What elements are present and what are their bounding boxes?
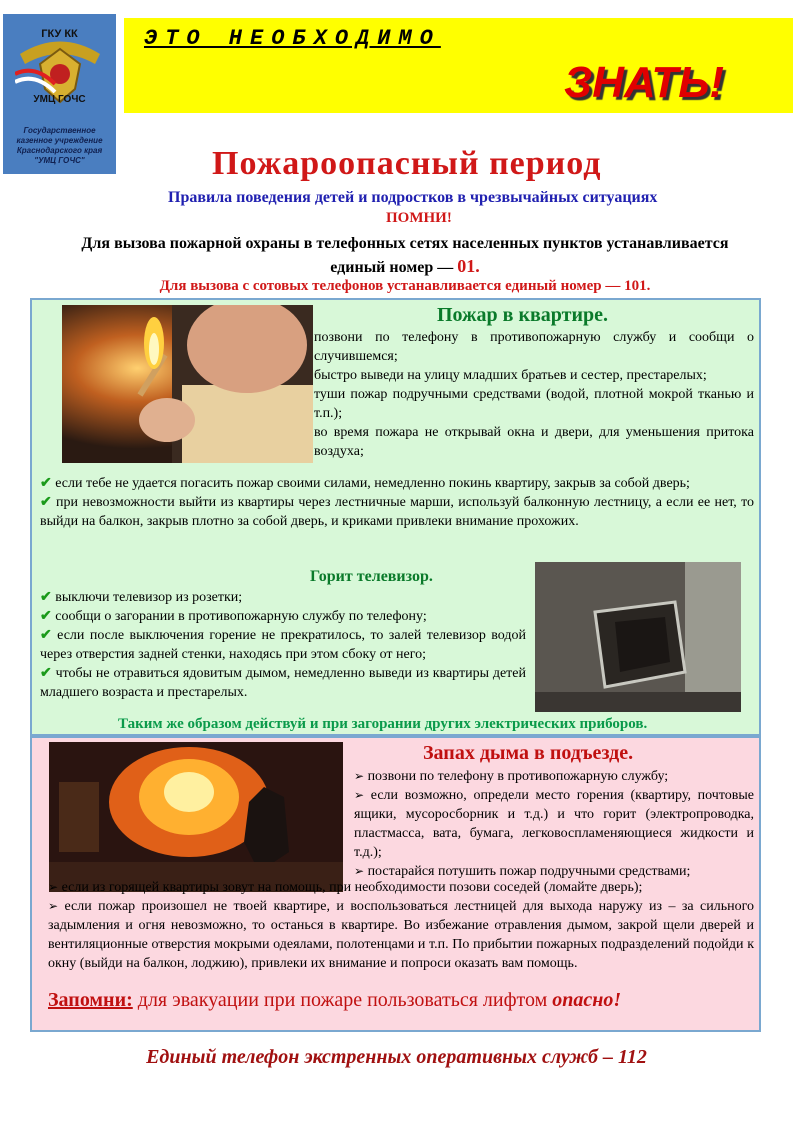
list-item-text: если пожар произошел не твоей квартире, и воспользоваться лестницей для выхода наружу из – за сильного задымления и огня невозможно, то останься в квартире. Во избежание отравления дымом, закрой щели дверей и вентиляционные отверстия мокрыми одеялами, полотенцами и т.п. По прибытии пожарных подразделений подойди к окну (выйди на балкон, лоджию), привлеки их внимание и попроси оказать вам помощь. [48, 899, 755, 971]
checkmark-icon: ✔ [40, 628, 52, 643]
checkmark-icon: ✔ [40, 476, 52, 491]
checkmark-icon: ✔ [40, 495, 52, 510]
subtitle: Правила поведения детей и подростков в чрезвычайных ситуациях [168, 189, 658, 206]
arrow-icon: ➢ [354, 864, 365, 878]
banner-line-1: ЭТО НЕОБХОДИМО [144, 26, 441, 51]
list-item-text: постарайся потушить пожар подручными средствами; [367, 864, 691, 879]
list-item-text: если после выключения горение не прекратилось, то залей телевизор водой через отверстия задней стенки, находясь при этом сбоку от него; [40, 628, 527, 662]
remember-text: для эвакуации при пожаре пользоваться лифтом [137, 989, 548, 1011]
call-info-101: Для вызова с сотовых телефонов устанавливается единый номер — 101. [159, 278, 651, 294]
footer-emergency-phone: Единый телефон экстренных оперативных служб – 112 [146, 1046, 647, 1068]
smoke-list-bottom [48, 878, 754, 973]
arrow-icon: ➢ [48, 880, 59, 894]
list-item [40, 493, 754, 531]
apartment-list [314, 328, 754, 461]
list-item [40, 607, 526, 626]
list-item-text: позвони по телефону в противопожарную службу и сообщи о случившемся; [314, 330, 754, 364]
list-item-text: чтобы не отравиться ядовитым дымом, немедленно выведи из квартиры детей младшего возраста и престарелых. [40, 666, 526, 700]
list-item [48, 878, 754, 897]
checkmark-icon: ✔ [40, 666, 52, 681]
list-item-text: туши пожар подручными средствами (водой, плотной мокрой тканью и т.п.); [314, 387, 754, 421]
logo-bottom-text: УМЦ ГОЧС [33, 94, 86, 105]
arrow-icon: ➢ [48, 899, 59, 913]
logo-caption: Государственное казенное учреждение Краснодарского края "УМЦ ГОЧС" [16, 126, 103, 165]
call-info-01-text: Для вызова пожарной охраны в телефонных сетях населенных пунктов устанавливается единый номер — [81, 235, 729, 276]
tv-note: Таким же образом действуй и при загорании других электрических приборов. [118, 716, 648, 732]
list-item [40, 588, 526, 607]
list-item-text: сообщи о загорании в противопожарную службу по телефону; [55, 609, 427, 624]
list-item [40, 626, 526, 664]
list-item [314, 366, 754, 385]
list-item-text: во время пожара не открывай окна и двери, для уменьшения притока воздуха; [314, 425, 754, 459]
banner [124, 18, 793, 113]
list-item-text: выключи телевизор из розетки; [55, 590, 243, 605]
list-item [314, 423, 754, 461]
list-item [48, 897, 754, 973]
list-item-text: быстро выведи на улицу младших братьев и сестер, престарелых; [314, 368, 707, 383]
list-item-text: если из горящей квартиры зовут на помощь, при необходимости позови соседей (ломайте дверь); [61, 880, 643, 895]
apartment-checks [40, 474, 754, 531]
list-item [314, 328, 754, 366]
list-item-text: позвони по телефону в противопожарную службу; [367, 769, 669, 784]
list-item-text: если тебе не удается погасить пожар своими силами, немедленно покинь квартиру, закрыв за собой дверь; [55, 476, 690, 491]
pomni-label: ПОМНИ! [386, 210, 452, 226]
tv-checks [40, 588, 526, 702]
tv-heading: Горит телевизор. [310, 568, 433, 585]
checkmark-icon: ✔ [40, 590, 52, 605]
logo [3, 14, 116, 174]
smoke-heading: Запах дыма в подъезде. [423, 742, 634, 764]
arrow-icon: ➢ [354, 788, 365, 802]
list-item [40, 474, 754, 493]
call-info-01 [60, 233, 750, 279]
smoke-list-top [354, 767, 754, 881]
list-item-text: если возможно, определи место горения (квартиру, почтовые ящики, мусоросборник и т.д.) и что горит (электропроводка, пластмасса, вата, бумага, легковоспламеняющиеся жидкости и т.д.); [354, 788, 755, 860]
apartment-heading: Пожар в квартире. [437, 304, 609, 326]
remember-danger: опасно! [552, 989, 622, 1011]
call-info-01-number: 01. [457, 256, 480, 276]
photo-child-match [62, 305, 313, 463]
remember-line [48, 989, 621, 1012]
photo-room-fire [49, 742, 343, 892]
list-item [354, 767, 754, 786]
checkmark-icon: ✔ [40, 609, 52, 624]
arrow-icon: ➢ [354, 769, 365, 783]
remember-label: Запомни: [48, 989, 133, 1011]
list-item [354, 786, 754, 862]
list-item [314, 385, 754, 423]
list-item-text: при невозможности выйти из квартиры через лестничные марши, используй балконную лестницу, а если ее нет, то выйди на балкон, закрыв плотно за собой дверь, и криками привлеки внимание прохожих. [40, 495, 755, 529]
banner-line-2: ЗНАТЬ! [563, 58, 724, 107]
logo-top-text: ГКУ КК [41, 28, 78, 40]
page-title: Пожароопасный период [212, 145, 602, 182]
photo-burnt-tv [535, 562, 741, 712]
list-item [40, 664, 526, 702]
